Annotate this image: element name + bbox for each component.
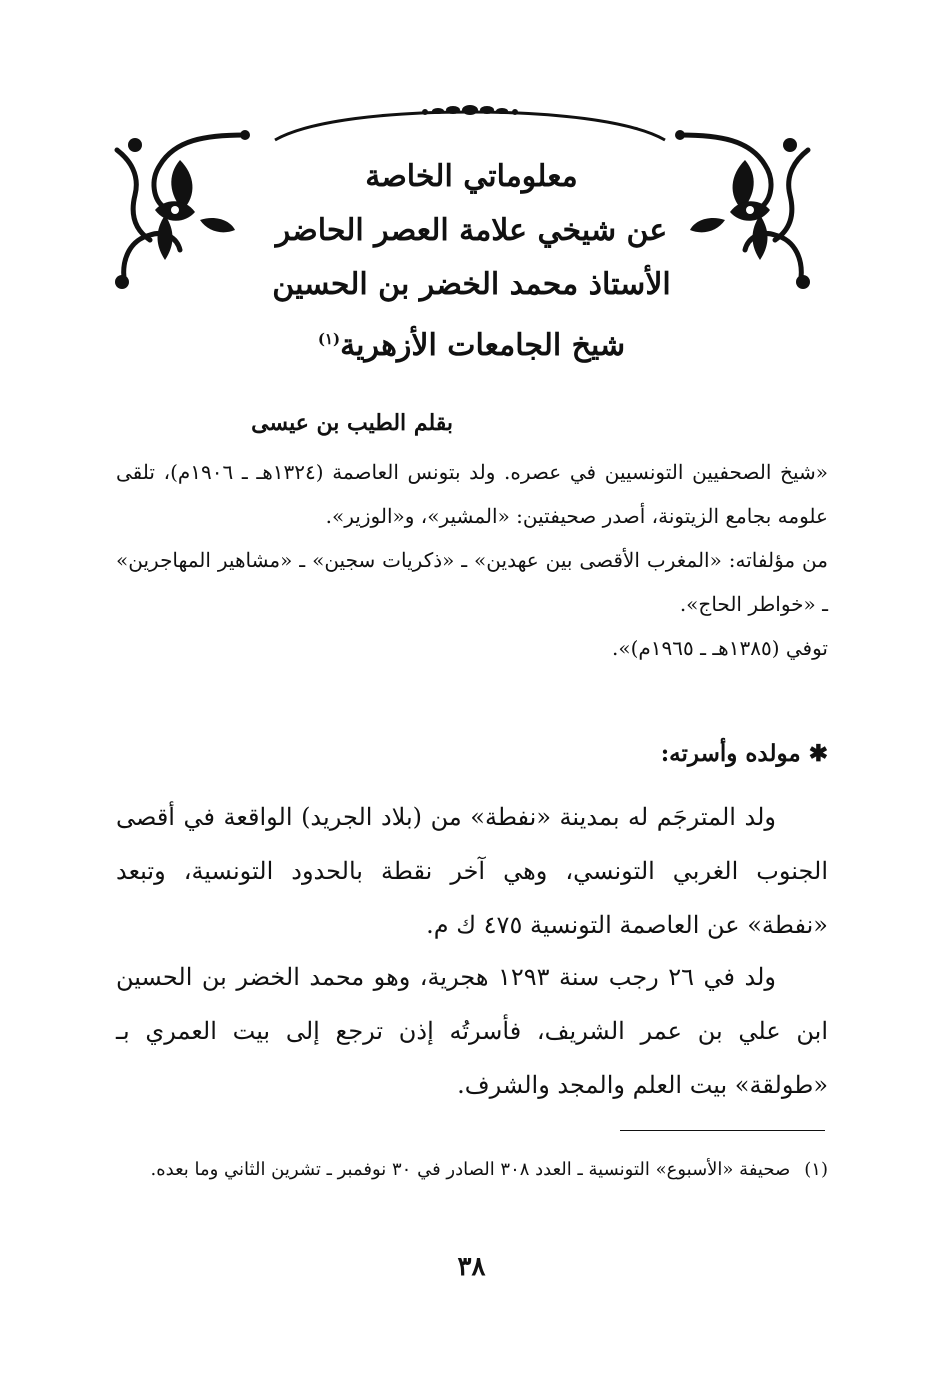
author-bio: [116, 450, 828, 670]
body-paragraph-1: ولد المترجَم له بمدينة «نفطة» من (بلاد الجريد) الواقعة في أقصى الجنوب الغربي التونسي، وهي آخر نقطة بالحدود التونسية، وتبعد «نفطة» عن العاصمة التونسية ٤٧٥ ك م.: [116, 803, 828, 939]
title-line-4-text: شيخ الجامعات الأزهرية: [340, 328, 626, 363]
title-line-3: الأستاذ محمد الخضر بن الحسين: [272, 267, 671, 302]
footnote-number: (١): [804, 1159, 828, 1180]
bio-paragraph-1: «شيخ الصحفيين التونسيين في عصره. ولد بتونس العاصمة (١٣٢٤هـ ـ ١٩٠٦م)، تلقى علومه بجامع الزيتونة، أصدر صحيفتين: «المشير»، و«الوزير».: [116, 460, 828, 528]
asterisk-icon: ✱: [808, 740, 828, 767]
page-number: ٣٨: [457, 1252, 486, 1282]
footnote-separator: [620, 1130, 825, 1131]
body-paragraph-1-block: [116, 790, 828, 952]
title-footnote-mark: (١): [317, 330, 341, 348]
title-line-2: عن شيخي علامة العصر الحاضر: [275, 213, 668, 248]
footnote-text: صحيفة «الأسبوع» التونسية ـ العدد ٣٠٨ الصادر في ٣٠ نوفمبر ـ تشرين الثاني وما بعده.: [150, 1159, 791, 1180]
chapter-title: [250, 150, 693, 373]
body-paragraph-2: ولد في ٢٦ رجب سنة ١٢٩٣ هجرية، وهو محمد الخضر بن الحسين ابن علي بن عمر الشريف، فأسرتُه إذن ترجع إلى بيت العمري بـ «طولقة» بيت العلم والمجد والشرف.: [116, 963, 828, 1099]
body-paragraph-2-block: [116, 950, 828, 1112]
scroll-arch-ornament: [270, 100, 670, 145]
footnote: [116, 1148, 828, 1192]
section-heading: [661, 740, 828, 767]
byline: بقلم الطيب بن عيسى: [251, 410, 453, 436]
bio-paragraph-2: من مؤلفاته: «المغرب الأقصى بين عهدين» ـ «ذكريات سجين» ـ «مشاهير المهاجرين» ـ «خواطر الحاج».: [116, 548, 828, 616]
title-line-4: [250, 312, 693, 373]
bio-paragraph-3: توفي (١٣٨٥هـ ـ ١٩٦٥م)».: [612, 636, 828, 660]
floral-corner-ornament-left: [105, 120, 255, 295]
section-heading-text: مولده وأسرته:: [660, 740, 801, 767]
footnote-line: [116, 1148, 828, 1192]
title-line-1: معلوماتي الخاصة: [365, 159, 578, 194]
